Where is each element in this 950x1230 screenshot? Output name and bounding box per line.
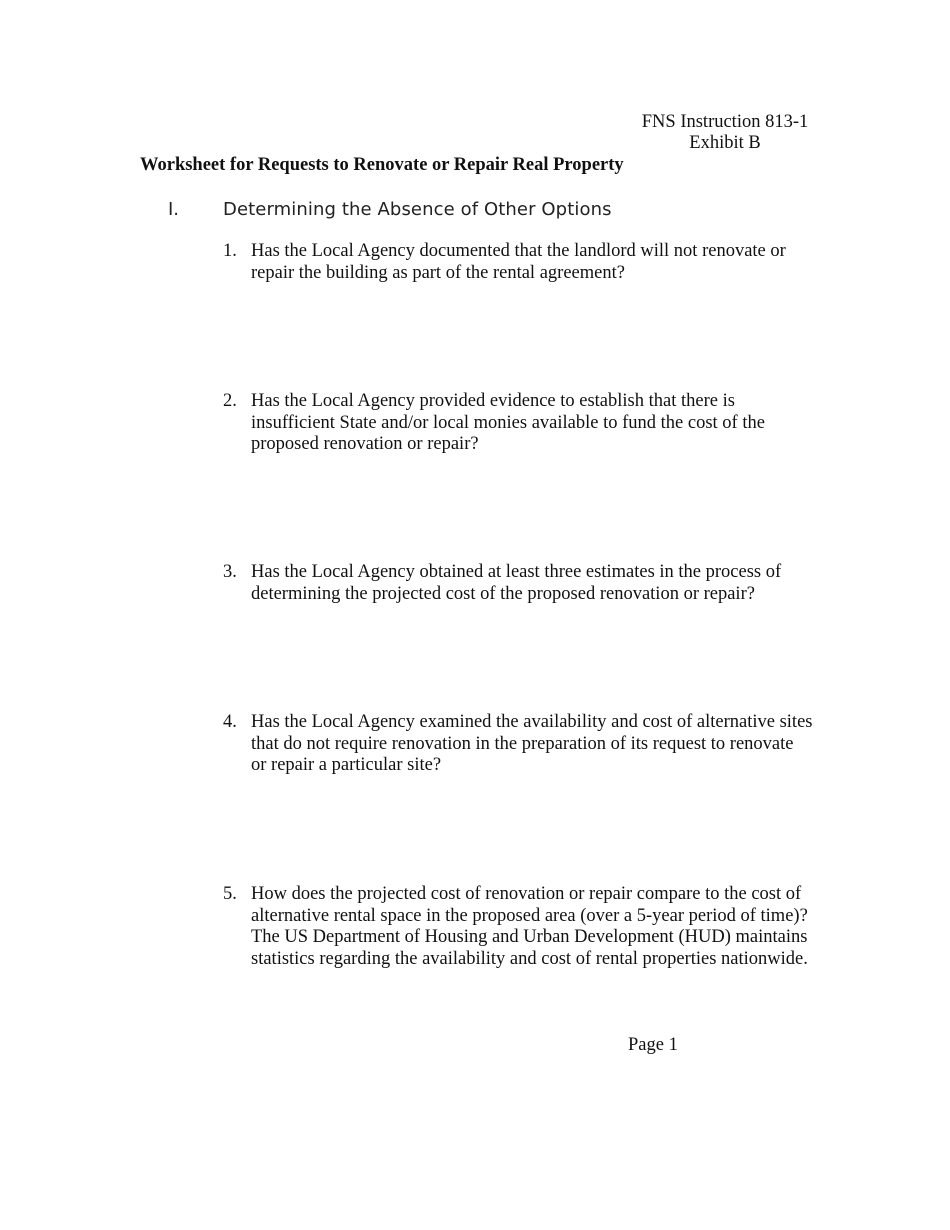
question-item xyxy=(223,391,813,456)
question-text: How does the projected cost of renovation or repair compare to the cost of alternative rental space in the proposed area (over a 5-year period of time)? The US Department of Housing and Urban Development (HUD) maintains statistics regarding the availability and cost of rental properties nationwide. xyxy=(251,884,808,969)
instruction-reference: FNS Instruction 813-1 xyxy=(641,112,809,132)
question-text: Has the Local Agency obtained at least three estimates in the process of determining the projected cost of the proposed renovation or repair? xyxy=(251,562,782,604)
worksheet-title: Worksheet for Requests to Renovate or Repair Real Property xyxy=(140,155,624,175)
question-number: 2. xyxy=(223,391,237,411)
page-number: Page 1 xyxy=(628,1035,678,1055)
question-number: 1. xyxy=(223,241,237,261)
question-item xyxy=(223,884,813,970)
question-number: 5. xyxy=(223,884,237,904)
question-text: Has the Local Agency examined the availability and cost of alternative sites that do not require renovation in the preparation of its request to renovate or repair a particular site? xyxy=(251,712,813,775)
exhibit-label: Exhibit B xyxy=(689,133,761,153)
question-item xyxy=(223,562,813,605)
question-text: Has the Local Agency documented that the landlord will not renovate or repair the building as part of the rental agreement? xyxy=(251,241,786,283)
document-header xyxy=(620,112,830,154)
question-number: 4. xyxy=(223,712,237,732)
question-item xyxy=(223,241,813,284)
question-text: Has the Local Agency provided evidence to establish that there is insufficient State and/or local monies available to fund the cost of the proposed renovation or repair? xyxy=(251,391,765,454)
section-number: I. xyxy=(168,199,180,220)
section-title: Determining the Absence of Other Options xyxy=(223,199,612,220)
question-item xyxy=(223,712,813,777)
question-number: 3. xyxy=(223,562,237,582)
